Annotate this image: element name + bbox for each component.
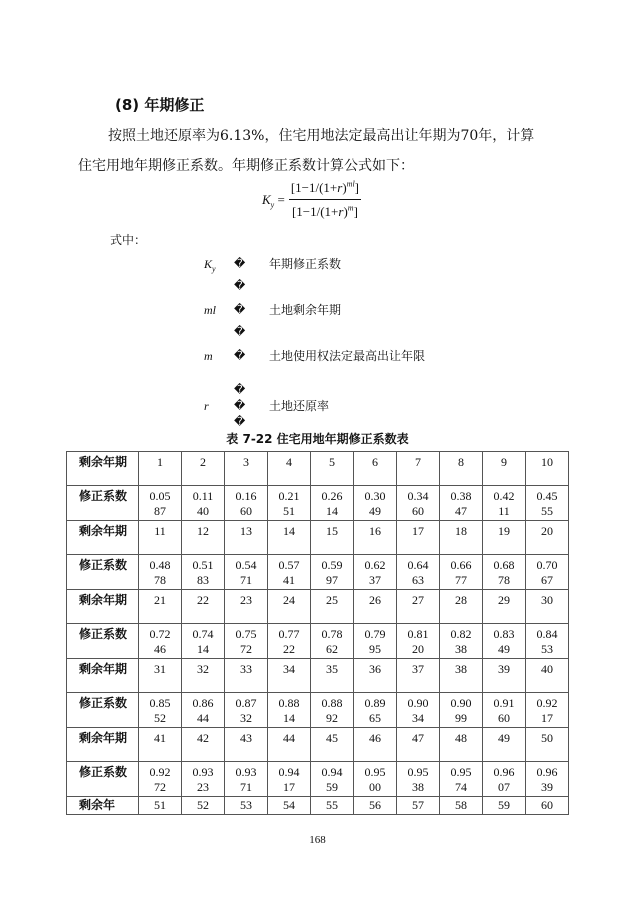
year-cell: 54 — [268, 797, 311, 815]
intro-line-1: 按照土地还原率为6.13%，住宅用地法定最高出让年期为70年，计算 — [108, 128, 535, 144]
coefficient-cell: 0.5997 — [311, 555, 354, 590]
formula-equals: = — [277, 192, 285, 207]
coefficient-cell: 0.7246 — [139, 624, 182, 659]
year-cell: 23 — [225, 590, 268, 624]
missing-glyph-icon: � — [234, 349, 246, 362]
numerator-suffix: ] — [354, 180, 360, 195]
year-cell: 1 — [139, 452, 182, 486]
year-cell: 55 — [311, 797, 354, 815]
row-label-years: 剩余年期 — [67, 659, 139, 693]
year-cell: 19 — [483, 521, 526, 555]
denominator-suffix: ] — [353, 204, 358, 219]
coefficient-cell: 0.8732 — [225, 693, 268, 728]
where-label: 式中： — [110, 233, 147, 247]
missing-glyph-icon: � — [234, 325, 246, 338]
table-row-years-partial — [67, 797, 569, 815]
formula-lhs-subscript: y — [270, 200, 275, 210]
row-label-years: 剩余年期 — [67, 452, 139, 486]
coefficient-cell: 0.8349 — [483, 624, 526, 659]
coefficient-cell: 0.5183 — [182, 555, 225, 590]
variable-symbol: $K_y$ — [204, 257, 216, 274]
numerator-exponent: ml — [346, 179, 355, 189]
denominator-var: r — [338, 204, 344, 219]
year-cell: 32 — [182, 659, 225, 693]
row-label-years: 剩余年期 — [67, 728, 139, 762]
variable-description: 土地还原率 — [269, 399, 330, 413]
table-caption: 表 7-22 住宅用地年期修正系数表 — [226, 432, 409, 446]
table-row-coefficients — [67, 762, 569, 797]
year-cell: 51 — [139, 797, 182, 815]
year-cell: 58 — [440, 797, 483, 815]
table-row-years — [67, 521, 569, 555]
denominator-exponent: m — [347, 203, 354, 213]
coefficient-cell: 0.7862 — [311, 624, 354, 659]
coefficient-cell: 0.9500 — [354, 762, 397, 797]
coefficient-cell: 0.2614 — [311, 486, 354, 521]
missing-glyph-icon: � — [234, 383, 246, 396]
year-cell: 38 — [440, 659, 483, 693]
coefficient-cell: 0.9160 — [483, 693, 526, 728]
coefficient-cell: 0.1660 — [225, 486, 268, 521]
intro-paragraph — [78, 121, 578, 181]
table-row-years — [67, 659, 569, 693]
year-cell: 3 — [225, 452, 268, 486]
coefficient-table — [66, 451, 569, 815]
variable-description: 年期修正系数 — [269, 257, 342, 271]
missing-glyph-icon: � — [234, 399, 246, 412]
year-cell: 9 — [483, 452, 526, 486]
coefficient-cell: 0.7572 — [225, 624, 268, 659]
missing-glyph-icon: � — [234, 279, 246, 292]
year-cell: 52 — [182, 797, 225, 815]
variable-spacer-row — [190, 278, 460, 302]
numerator-var: r — [337, 180, 343, 195]
variable-spacer-row — [190, 324, 460, 348]
row-label-coefficient: 修正系数 — [67, 624, 139, 659]
missing-glyph-icon: � — [234, 303, 246, 316]
variable-symbol: ml — [204, 303, 216, 317]
year-cell: 48 — [440, 728, 483, 762]
coefficient-cell: 0.7414 — [182, 624, 225, 659]
variable-description: 土地剩余年期 — [269, 303, 342, 317]
year-cell: 21 — [139, 590, 182, 624]
table-row-coefficients — [67, 693, 569, 728]
coefficient-cell: 0.9538 — [397, 762, 440, 797]
formula-denominator — [292, 200, 358, 220]
denominator-close: ) — [343, 204, 348, 219]
coefficient-cell: 0.8814 — [268, 693, 311, 728]
year-cell: 31 — [139, 659, 182, 693]
row-label-years: 剩余年期 — [67, 521, 139, 555]
row-label-coefficient: 修正系数 — [67, 555, 139, 590]
coefficient-cell: 0.8453 — [526, 624, 569, 659]
year-cell: 30 — [526, 590, 569, 624]
missing-glyph-icon: � — [234, 257, 246, 270]
missing-glyph-icon: � — [234, 415, 246, 428]
year-cell: 57 — [397, 797, 440, 815]
row-label-years: 剩余年期 — [67, 590, 139, 624]
year-cell: 11 — [139, 521, 182, 555]
year-cell: 25 — [311, 590, 354, 624]
coefficient-cell: 0.3049 — [354, 486, 397, 521]
coefficient-cell: 0.9607 — [483, 762, 526, 797]
variable-list — [190, 256, 460, 430]
coefficient-cell: 0.9099 — [440, 693, 483, 728]
year-cell: 18 — [440, 521, 483, 555]
coefficient-cell: 0.5471 — [225, 555, 268, 590]
coefficient-cell: 0.9034 — [397, 693, 440, 728]
coefficient-cell: 0.4878 — [139, 555, 182, 590]
coefficient-cell: 0.5741 — [268, 555, 311, 590]
year-cell: 60 — [526, 797, 569, 815]
year-cell: 37 — [397, 659, 440, 693]
year-cell: 17 — [397, 521, 440, 555]
year-cell: 49 — [483, 728, 526, 762]
year-cell: 42 — [182, 728, 225, 762]
coefficient-cell: 0.8238 — [440, 624, 483, 659]
year-cell: 35 — [311, 659, 354, 693]
variable-symbol: r — [204, 399, 209, 413]
coefficient-cell: 0.4211 — [483, 486, 526, 521]
year-cell: 8 — [440, 452, 483, 486]
variable-symbol: m — [204, 349, 213, 363]
year-cell: 47 — [397, 728, 440, 762]
year-cell: 39 — [483, 659, 526, 693]
variable-spacer-row — [190, 382, 460, 398]
formula — [262, 180, 361, 220]
coefficient-cell: 0.9371 — [225, 762, 268, 797]
coefficient-cell: 0.9417 — [268, 762, 311, 797]
year-cell: 50 — [526, 728, 569, 762]
year-cell: 26 — [354, 590, 397, 624]
coefficient-cell: 0.6677 — [440, 555, 483, 590]
coefficient-cell: 0.9574 — [440, 762, 483, 797]
year-cell: 59 — [483, 797, 526, 815]
variable-description: 土地使用权法定最高出让年限 — [269, 349, 426, 363]
year-cell: 36 — [354, 659, 397, 693]
year-cell: 40 — [526, 659, 569, 693]
coefficient-cell: 0.9323 — [182, 762, 225, 797]
formula-fraction — [289, 180, 361, 220]
coefficient-cell: 0.8120 — [397, 624, 440, 659]
row-label-coefficient: 修正系数 — [67, 486, 139, 521]
year-cell: 4 — [268, 452, 311, 486]
coefficient-cell: 0.9217 — [526, 693, 569, 728]
formula-lhs — [262, 192, 285, 208]
coefficient-cell: 0.8892 — [311, 693, 354, 728]
formula-numerator — [289, 180, 361, 200]
year-cell: 34 — [268, 659, 311, 693]
coefficient-cell: 0.7995 — [354, 624, 397, 659]
row-label-coefficient: 修正系数 — [67, 693, 139, 728]
year-cell: 44 — [268, 728, 311, 762]
coefficient-cell: 0.9272 — [139, 762, 182, 797]
variable-row — [190, 398, 460, 414]
page-number: 168 — [309, 834, 326, 846]
intro-line-2: 住宅用地年期修正系数。年期修正系数计算公式如下： — [78, 158, 414, 174]
row-label-years-partial: 剩余年 — [67, 797, 139, 815]
coefficient-cell: 0.8965 — [354, 693, 397, 728]
year-cell: 14 — [268, 521, 311, 555]
year-cell: 22 — [182, 590, 225, 624]
coefficient-cell: 0.6878 — [483, 555, 526, 590]
year-cell: 10 — [526, 452, 569, 486]
coefficient-cell: 0.8644 — [182, 693, 225, 728]
year-cell: 45 — [311, 728, 354, 762]
table-row-years — [67, 452, 569, 486]
year-cell: 56 — [354, 797, 397, 815]
variable-spacer-row — [190, 414, 460, 430]
variable-row — [190, 256, 460, 278]
year-cell: 24 — [268, 590, 311, 624]
coefficient-cell: 0.9639 — [526, 762, 569, 797]
coefficient-cell: 0.4555 — [526, 486, 569, 521]
variable-row — [190, 302, 460, 324]
year-cell: 7 — [397, 452, 440, 486]
year-cell: 46 — [354, 728, 397, 762]
table-row-years — [67, 728, 569, 762]
coefficient-cell: 0.7722 — [268, 624, 311, 659]
coefficient-cell: 0.2151 — [268, 486, 311, 521]
year-cell: 28 — [440, 590, 483, 624]
variable-row — [190, 348, 460, 382]
numerator-close: ) — [342, 180, 347, 195]
formula-lhs-symbol: K — [262, 192, 271, 207]
coefficient-cell: 0.3847 — [440, 486, 483, 521]
numerator-prefix: [1−1/(1+ — [290, 180, 338, 195]
table-row-coefficients — [67, 555, 569, 590]
coefficient-cell: 0.6463 — [397, 555, 440, 590]
year-cell: 6 — [354, 452, 397, 486]
coefficient-cell: 0.0587 — [139, 486, 182, 521]
year-cell: 13 — [225, 521, 268, 555]
year-cell: 15 — [311, 521, 354, 555]
coefficient-cell: 0.1140 — [182, 486, 225, 521]
coefficient-cell: 0.6237 — [354, 555, 397, 590]
coefficient-cell: 0.9459 — [311, 762, 354, 797]
year-cell: 43 — [225, 728, 268, 762]
year-cell: 20 — [526, 521, 569, 555]
year-cell: 27 — [397, 590, 440, 624]
denominator-prefix: [1−1/(1+ — [291, 204, 339, 219]
year-cell: 2 — [182, 452, 225, 486]
year-cell: 12 — [182, 521, 225, 555]
table-row-coefficients — [67, 486, 569, 521]
table-row-years — [67, 590, 569, 624]
year-cell: 33 — [225, 659, 268, 693]
year-cell: 16 — [354, 521, 397, 555]
coefficient-cell: 0.7067 — [526, 555, 569, 590]
year-cell: 29 — [483, 590, 526, 624]
row-label-coefficient: 修正系数 — [67, 762, 139, 797]
coefficient-cell: 0.8552 — [139, 693, 182, 728]
coefficient-cell: 0.3460 — [397, 486, 440, 521]
year-cell: 41 — [139, 728, 182, 762]
section-heading: (8) 年期修正 — [115, 96, 205, 114]
year-cell: 5 — [311, 452, 354, 486]
table-row-coefficients — [67, 624, 569, 659]
year-cell: 53 — [225, 797, 268, 815]
